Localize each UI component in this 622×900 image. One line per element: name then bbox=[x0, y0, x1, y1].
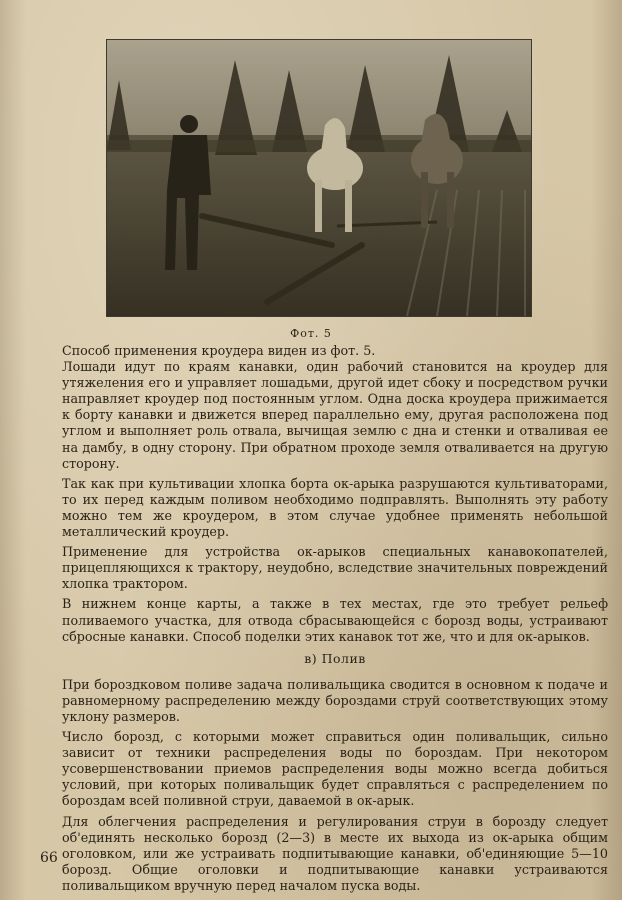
page-number: 66 bbox=[40, 850, 58, 866]
body-text bbox=[62, 343, 608, 898]
paragraph: Применение для устройства ок-арыков специальных канавокопателей, прицепляющихся к трактору, неудобно, вследствие значительных повреждений хлопка трактором. bbox=[62, 544, 608, 592]
paragraph: В нижнем конце карты, а также в тех местах, где это требует рельеф поливаемого участка, для отвода сбрасывающейся с борозд воды, устраивают сбросные канавки. Способ поделки этих канавок тот же, что и для ок-арыков. bbox=[62, 596, 608, 644]
paragraph: Так как при культивации хлопка борта ок-арыка разрушаются культиваторами, то их перед каждым поливом необходимо подправлять. Выполнять эту работу можно тем же кроудером, в этом случае удобнее применять небольшой металлический кроудер. bbox=[62, 475, 608, 540]
paragraph: Для облегчения распределения и регулирования струи в борозду следует об'единять несколько борозд (2—3) в месте их выхода из ок-арыка общим оголовком, или же устраивать подпитывающие канавки, об'единяющие 5—10 борозд. Общие оголовки и подпитывающие канавки устраиваются поливальщиком вручную перед началом пуска воды. bbox=[62, 813, 608, 893]
paragraph: Число борозд, с которыми может справиться один поливальщик, сильно зависит от техники распределения воды по бороздам. При некотором усовершенствовании приемов распределения воды можно всегда добиться условий, при которых поливальщик будет справляться с распределением по бороздам всей поливной струи, даваемой в ок-арык. bbox=[62, 729, 608, 809]
paragraph: Лошади идут по краям канавки, один рабочий становится на кроудер для утяжеления его и управляет лошадьми, другой идет сбоку и посредством ручки направляет кроудер под постоянным углом. Одна доска кроудера прижимается к борту канавки и движется вперед параллельно ему, другая расположена под углом и выполняет роль отвала, вычищая землю с дна и стенки и отваливая ее на дамбу, в одну сторону. При обратном проходе земля отваливается на другую сторону. bbox=[62, 359, 608, 471]
photo-caption: Фот. 5 bbox=[290, 327, 332, 340]
photo-image bbox=[107, 40, 531, 316]
paragraph: Способ применения кроудера виден из фот. 5. bbox=[62, 343, 376, 358]
paragraph: При бороздковом поливе задача поливальщика сводится в основном к подаче и равномерному распределению между бороздами струй соответствующих этому уклону размеров. bbox=[62, 676, 608, 724]
photo-horses-with-crowder bbox=[107, 40, 531, 316]
section-heading: в) Полив bbox=[304, 650, 366, 666]
